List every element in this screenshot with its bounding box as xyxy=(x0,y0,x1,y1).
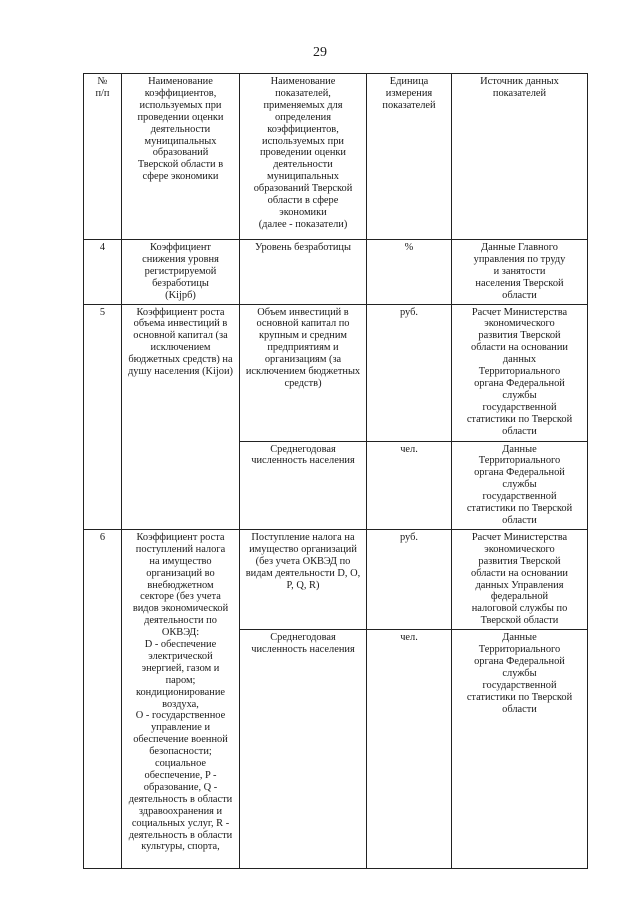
coefficient-name: Коэффициент снижения уровня регистрируемой безработицы (Kijрб) xyxy=(122,240,240,305)
indicator-unit: руб. xyxy=(367,529,452,629)
indicator-unit: чел. xyxy=(367,441,452,529)
indicator-unit: руб. xyxy=(367,304,452,441)
table-row xyxy=(84,304,588,441)
row-number: 5 xyxy=(84,304,122,529)
indicator-name: Среднегодовая численность населения xyxy=(240,441,367,529)
page-number: 29 xyxy=(313,45,327,60)
indicator-name: Среднегодовая численность населения xyxy=(240,630,367,869)
coefficients-table xyxy=(83,73,588,869)
header-number: № п/п xyxy=(84,74,122,240)
header-indicator-name: Наименование показателей, применяемых для определения коэффициентов, используемых при проведении оценки деятельности муниципальных образований Тверской области в сфере экономики (далее - показатели) xyxy=(240,74,367,240)
indicator-source: Данные Территориального органа Федеральной службы государственной статистики по Тверской области xyxy=(452,441,588,529)
indicator-name: Поступление налога на имущество организаций (без учета ОКВЭД по видам деятельности D, O, P, Q, R) xyxy=(240,529,367,629)
indicator-source: Данные Территориального органа Федеральной службы государственной статистики по Тверской области xyxy=(452,630,588,869)
indicator-source: Расчет Министерства экономического развития Тверской области на основании данных Управления федеральной налоговой службы по Тверской области xyxy=(452,529,588,629)
row-number: 6 xyxy=(84,529,122,868)
coefficient-name: Коэффициент роста поступлений налога на имущество организаций во внебюджетном секторе (без учета видов экономической деятельности по ОКВЭД: D - обеспечение электрической энергией, газом и паром; кондиционирование воздуха, O - государственное управление и обеспечение военной безопасности; социальное обеспечение, P - образование, Q - деятельность в области здравоохранения и социальных услуг, R - деятельность в области культуры, спорта, xyxy=(122,529,240,868)
indicator-name: Объем инвестиций в основной капитал по крупным и средним предприятиям и организациям (за исключением бюджетных средств) xyxy=(240,304,367,441)
indicator-source: Данные Главного управления по труду и занятости населения Тверской области xyxy=(452,240,588,305)
indicator-source: Расчет Министерства экономического развития Тверской области на основании данных Территориального органа Федеральной службы государственной статистики по Тверской области xyxy=(452,304,588,441)
table-row xyxy=(84,240,588,305)
indicator-unit: % xyxy=(367,240,452,305)
header-coefficient-name: Наименование коэффициентов, используемых при проведении оценки деятельности муниципальных образований Тверской области в сфере экономики xyxy=(122,74,240,240)
indicator-unit: чел. xyxy=(367,630,452,869)
table-header-row xyxy=(84,74,588,240)
header-data-source: Источник данных показателей xyxy=(452,74,588,240)
coefficient-name: Коэффициент роста объема инвестиций в основной капитал (за исключением бюджетных средств) на душу населения (Kijои) xyxy=(122,304,240,529)
row-number: 4 xyxy=(84,240,122,305)
header-unit: Единица измерения показателей xyxy=(367,74,452,240)
indicator-name: Уровень безработицы xyxy=(240,240,367,305)
table-row xyxy=(84,529,588,629)
